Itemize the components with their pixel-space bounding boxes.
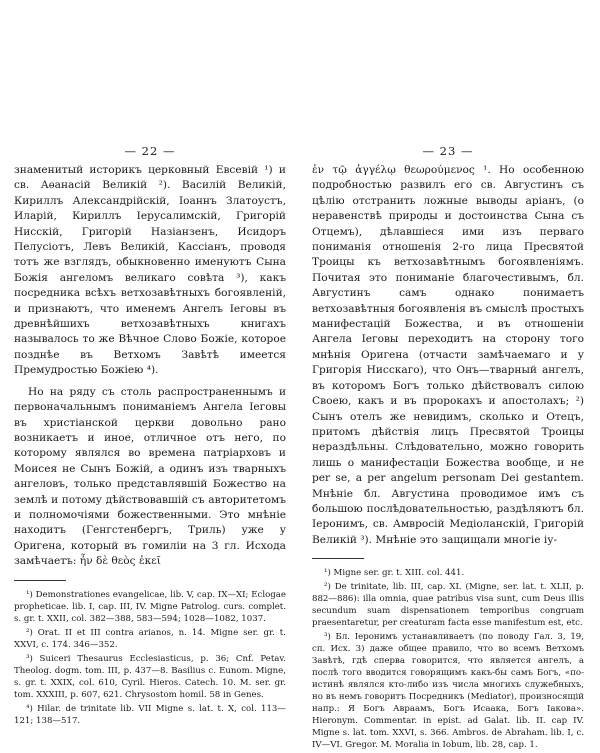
page-number-left: — 22 — (124, 144, 176, 158)
right-footnote-3: ³) Бл. Іеронимъ устанавливаетъ (по поводу Гал. 3, 19, сп. Исх. 3) даже общее правило, что во всемъ Ветхомъ Завѣтѣ, гдѣ сперва говорится, что является ангелъ, а послѣ того вводится говорящимъ какъ-бы самъ Богъ, «по-истинѣ являлся кто-либо изъ числа многихъ служебныхъ, но въ немъ говоритъ Посредникъ (Mediator), произносящій напр.: Я Богъ Авраамъ, Богъ Исаака, Богъ Іакова». Hieronym. Commentar. in epist. ad Galat. lib. II. cap IV. Migne s. lat. tom. XXVI, s. 366. Ambros. de Abraham. lib. I, c. IV—VI. Gregor. M. Moralia in Iobum, lib. 28, cap. 1. (312, 632, 584, 751)
page-number-right: — 23 — (422, 144, 474, 158)
footnote-separator-left (14, 580, 66, 581)
right-paragraph-1: ἐν τῷ ἀγγέλῳ θεωρούμενος ¹. Но особенною подробностью развилъ его св. Августинъ съ цѣлію отстранить ложные выводы аріанъ, (о неравенствѣ природы и достоинства Сына съ Отцемъ), дѣлавшіеся ими изъ перваго пониманія отношенія 2-го лица Пресвятой Троицы къ ветхозавѣтнымъ богоявленіямъ. Почитая это пониманіе благочестивымъ, бл. Августинъ самъ однако понимаетъ ветхозавѣтныя богоявленія въ смыслѣ простыхъ манифестацій Божества, и въ отношеніи Ангела Іеговы переходитъ на сторону того мнѣнія Оригена (отчасти замѣчаемаго и у Григорія Нисскаго), что Онъ—тварный ангелъ, въ которомъ Богъ только дѣйствовалъ силою Своею, какъ и въ пророкахъ и апостолахъ; ²) Сынъ отелъ же невидимъ, сколько и Отецъ, притомъ дѣйствія лицъ Пресвятой Троицы нераздѣльны. Слѣдовательно, можно говорить лишь о манифестаціи Божества вообще, и не per se, а per angelum personam Dei gestantem. Мнѣніе бл. Августина проводимое имъ съ большою послѣдовательностью, раздѣляютъ бл. Іеронимъ, св. Амвросій Медіоланскій, Григорій Великій ³). Мнѣніе это защищали многіе іу- (312, 164, 584, 546)
left-footnotes (14, 589, 286, 727)
left-paragraph-1: знаменитый историкъ церковный Евсевій ¹) и св. Аѳанасій Великій ²). Василій Великій, Кириллъ Александрійскій, Іоаннъ Златоустъ, Иларій, Кириллъ Іерусалимскій, Григорій Нисскій, Григорій Назіанзенъ, Исидоръ Пелусіотъ, Левъ Великій, Кассіанъ, проводя тотъ же взглядъ, обыкновенно именуютъ Сына Божія ангеломъ великаго совѣта ³), какъ посредника всѣхъ ветхозавѣтныхъ богоявленій, и признаютъ, что именемъ Ангелъ Іеговы въ древнѣйшихъ ветхозавѣтныхъ книгахъ называлось то же Вѣчное Слово Божіе, которое позднѣе въ Ветхомъ Завѣтѣ имеется Премудростью Божіею ⁴). (14, 164, 286, 377)
right-page (312, 0, 584, 753)
footnote-separator-right (312, 558, 364, 559)
right-footnotes (312, 567, 584, 751)
left-footnote-3: ³) Suiceri Thesaurus Ecclesiasticus, p. 36; Cnf. Petav. Theolog. dogm. tom. III, p. 437—8. Basilius c. Eunom. Migne, s. gr. t. XXIX, col. 610, Cyril. Hieros. Catech. 10. M. ser. gr. tom. XXXIII, p. 607, 621. Chrysostom homil. 58 in Genes. (14, 653, 286, 700)
left-page (14, 0, 286, 729)
left-paragraph-2: Но на ряду съ столь распространеннымъ и первоначальнымъ пониманіемъ Ангела Іеговы въ христіанской церкви довольно рано возникаетъ и иное, отличное отъ него, по которому являлся во времена патріарховъ и Моисея не Сынъ Божій, а одинъ изъ тварныхъ ангеловъ, только представлявшій Божество на землѣ и потому дѣйствовавшій съ авторитетомъ и полномочіями божественными. Это мнѣніе находитъ (Генгстенбергъ, Триль) уже у Оригена, который въ гомиліи на 3 гл. Исхода замѣчаетъ: ἦν δὲ θεὸς ἐκεῖ (14, 385, 286, 568)
left-body-text (14, 163, 286, 570)
left-footnote-2: ²) Orat. II et III contra arianos, n. 14. Migne ser. gr. t. XXVI, c. 174. 346—352. (14, 627, 286, 650)
left-footnote-1: ¹) Demonstrationes evangelicae, lib. V, cap. IX—XI; Eclogae propheticae. lib. I, cap. III, IV. Migne Patrolog. curs. complet. s. gr. t. XXII, col. 382—388, 583—594; 1028—1082, 1037. (14, 589, 286, 624)
right-footnote-2: ²) De trinitate, lib. III, cap. XI. (Migne, ser. lat. t. XLII, p. 882—886): illa omnia, quae patribus visa sunt, cum Deus illis secundum suam dispensationem temporibus congruam praesentaretur, per creaturam facta esse manifestum est, etc. (312, 582, 584, 629)
right-footnote-1: ¹) Migne ser. gr. t. XIII. col. 441. (324, 568, 465, 579)
right-body-text (312, 163, 584, 548)
left-footnote-4: ⁴) Hilar. de trinitate lib. VII Migne s. lat. t. X, col. 113—121; 138—517. (14, 703, 286, 726)
